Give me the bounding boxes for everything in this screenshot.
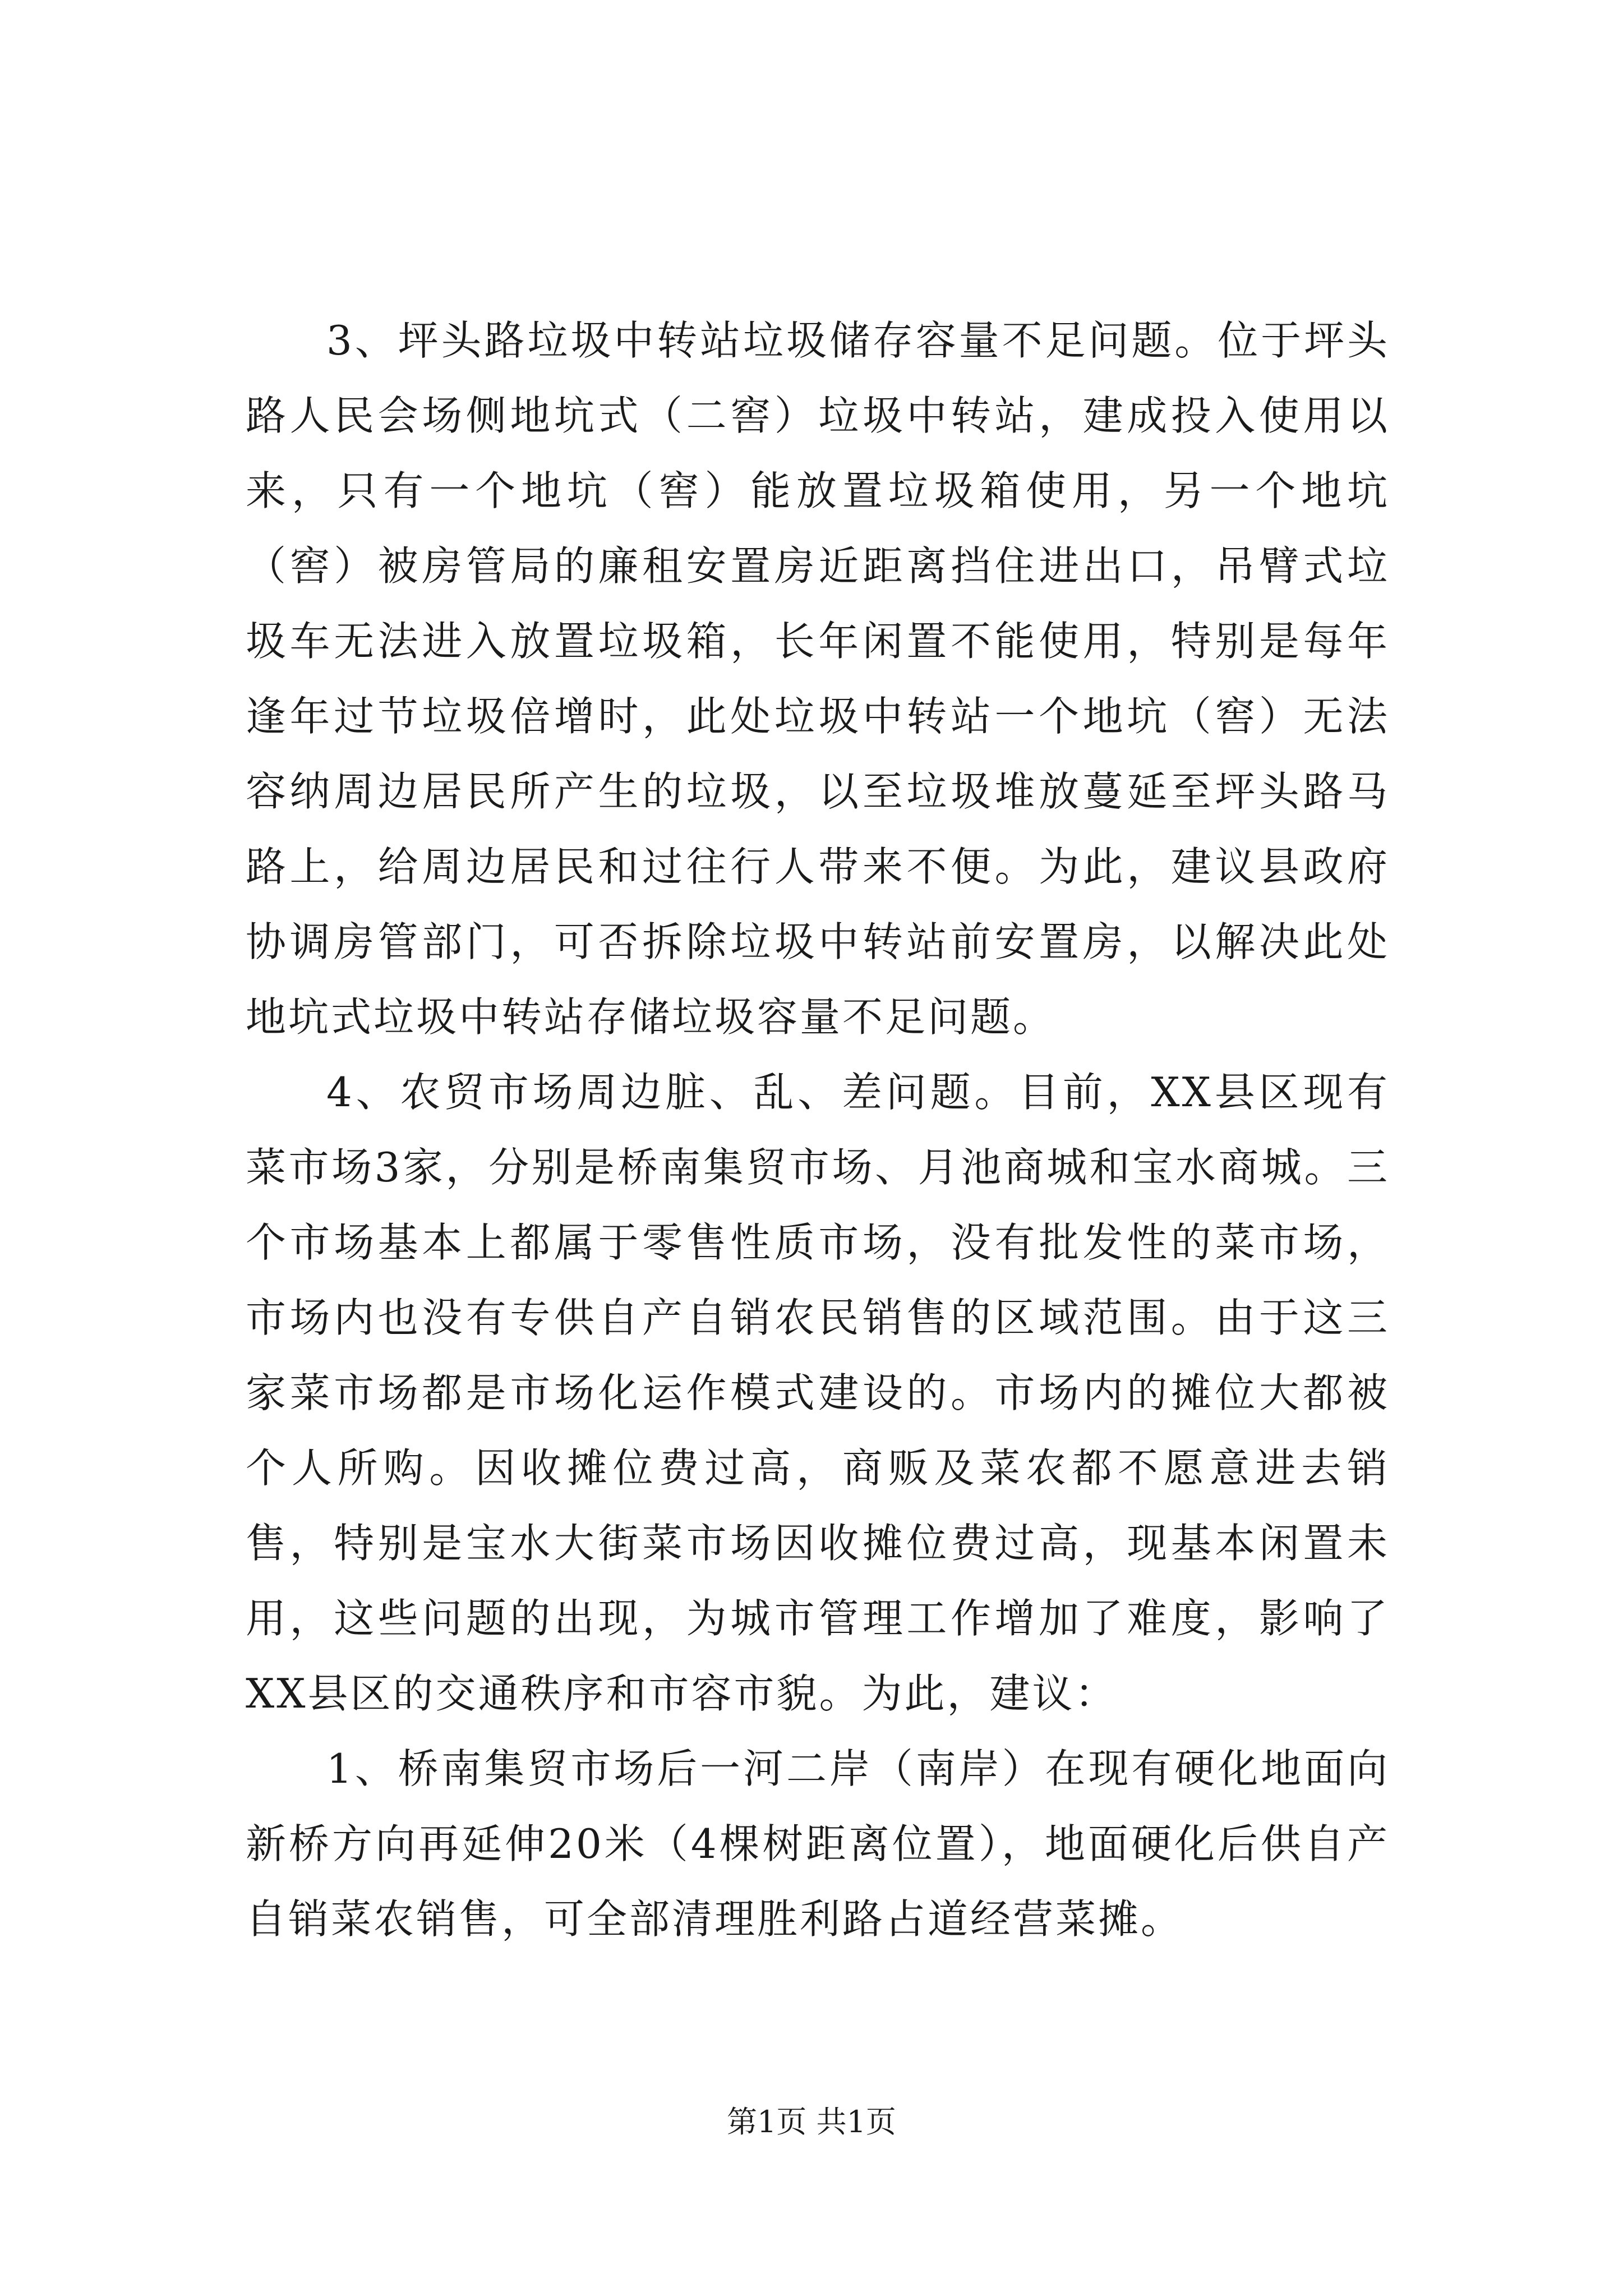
page-footer: 第1页 共1页 xyxy=(727,2104,896,2139)
paragraph-suggestion-1: 1、桥南集贸市场后一河二岸（南岸）在现有硬化地面向新桥方向再延伸20米（4棵树距离位置），地面硬化后供自产自销菜农销售，可全部清理胜利路占道经营菜摊。 xyxy=(246,1745,1390,1943)
document-body xyxy=(246,303,1390,1957)
paragraph-3-transfer-station: 3、坪头路垃圾中转站垃圾储存容量不足问题。位于坪头路人民会场侧地坑式（二窖）垃圾中转站，建成投入使用以来，只有一个地坑（窖）能放置垃圾箱使用，另一个地坑（窖）被房管局的廉租安置房近距离挡住进出口，吊臂式垃圾车无法进入放置垃圾箱，长年闲置不能使用，特别是每年逢年过节垃圾倍增时，此处垃圾中转站一个地坑（窖）无法容纳周边居民所产生的垃圾，以至垃圾堆放蔓延至坪头路马路上，给周边居民和过往行人带来不便。为此，建议县政府协调房管部门，可否拆除垃圾中转站前安置房，以解决此处地坑式垃圾中转站存储垃圾容量不足问题。 xyxy=(246,317,1390,1041)
paragraph-4-market: 4、农贸市场周边脏、乱、差问题。目前，XX县区现有菜市场3家，分别是桥南集贸市场、月池商城和宝水商城。三个市场基本上都属于零售性质市场，没有批发性的菜市场，市场内也没有专供自产自销农民销售的区域范围。由于这三家菜市场都是市场化运作模式建设的。市场内的摊位大都被个人所购。因收摊位费过高，商贩及菜农都不愿意进去销售，特别是宝水大街菜市场因收摊位费过高，现基本闲置未用，这些问题的出现，为城市管理工作增加了难度，影响了XX县区的交通秩序和市容市貌。为此，建议： xyxy=(246,1069,1390,1717)
